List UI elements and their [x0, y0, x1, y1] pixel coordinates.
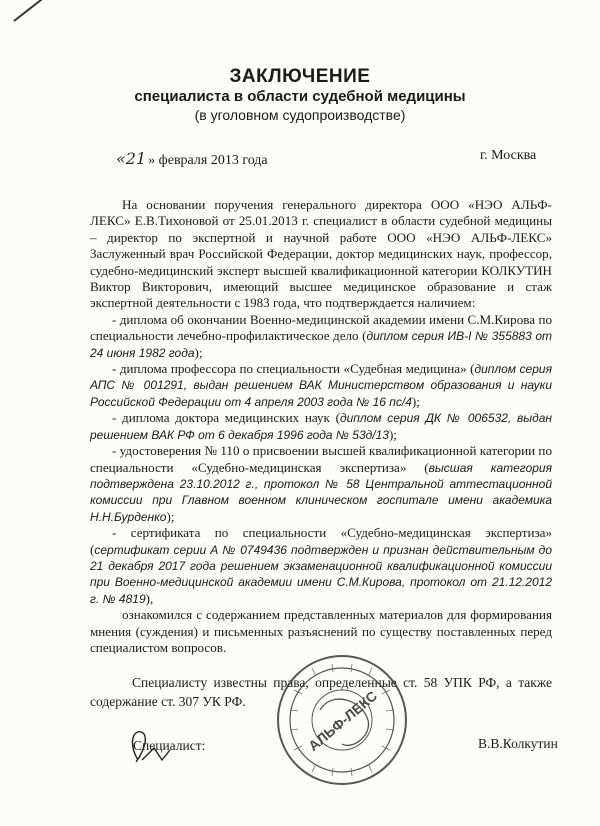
closing-paragraph: ознакомился с содержанием представленных материалов для формирования мнения (суждения) и письменных разъяснений по существу поставленных перед специалистом вопросов.: [90, 607, 552, 655]
credential-tail: ),: [145, 590, 154, 606]
credential-text: - сертификата по специальности «Судебно-медицинская экспертиза» (: [90, 525, 552, 557]
document-subtitle-note: (в уголовном судопроизводстве): [194, 107, 406, 123]
date-rest: » февраля 2013 года: [148, 153, 268, 168]
document-date: [116, 149, 268, 169]
stamp-text: АЛЬФ-ЛЕКС: [305, 687, 381, 755]
intro-paragraph: На основании поручения генерального директора ООО «НЭО АЛЬФ-ЛЕКС» Е.В.Тихоновой от 25.01.2013 г. специалист в области судебной медицины – директор по экспертной и научной работе ООО «НЭО АЛЬФ-ЛЕКС» Заслуженный врач Российской Федерации, доктор медицинских наук, профессор, судебно-медицинский эксперт высшей квалификационной категории КОЛКУТИН Виктор Викторович, имеющий высшее медицинское образование и стаж экспертной деятельности с 1983 года, что подтверждается наличием:: [90, 197, 552, 311]
credential-item: [90, 361, 552, 410]
corner-pen-mark: [13, 0, 46, 22]
credential-details: диплом серия ИВ-I № 355883 от 24 июня 1982 года: [90, 329, 552, 360]
credential-item: [90, 525, 552, 607]
credential-text: - диплома об окончании Военно-медицинской академии имени С.М.Кирова по специальности лечебно-профилактическое дело (: [90, 311, 552, 344]
handwritten-signature-icon: [118, 720, 188, 770]
company-seal-icon: [272, 650, 412, 790]
credential-tail: );: [166, 508, 175, 524]
credential-tail: );: [194, 344, 203, 360]
credential-text: - удостоверения № 110 о присвоении высшей квалификационной категории по специальности «Судебно-медицинская экспертиза» (: [90, 443, 552, 475]
document-subtitle: специалиста в области судебной медицины: [134, 88, 466, 105]
credential-details: диплом серия ДК № 006532, выдан решением ВАК РФ от 6 декабря 1996 года № 53д/13: [90, 411, 552, 442]
document-city: г. Москва: [480, 148, 537, 163]
document-body: [90, 197, 552, 656]
document-title: ЗАКЛЮЧЕНИЕ: [229, 66, 371, 87]
credential-item: [90, 312, 552, 361]
credential-text: - диплома профессора по специальности «Судебная медицина» (: [112, 361, 475, 377]
credential-item: [90, 443, 552, 525]
signature-label: Специалист:: [133, 738, 206, 753]
credential-details: сертификат серии А № 0749436 подтвержден и признан действительным до 21 декабря 2017 года решением экзаменационной квалификационной комиссии при Военно-медицинской академии имени С.М.Кирова, протокол от 21.12.2012 г. № 4819: [90, 542, 552, 606]
handwritten-day: «21: [116, 149, 147, 168]
credential-tail: );: [411, 393, 420, 409]
signature-name: В.В.Колкутин: [478, 736, 558, 751]
credentials-list: [90, 312, 552, 607]
credential-item: [90, 410, 552, 443]
credential-text: - диплома доктора медицинских наук (: [112, 410, 340, 426]
credential-details: высшая категория подтверждена 23.10.2012 г., протокол № 58 Центральной аттестационной комиссии при Главном военном клиническом госпитале имени академика Н.Н.Бурденко: [90, 460, 553, 524]
credential-details: диплом серия АПС № 001291, выдан решением ВАК Министерством образования и науки Российской Федерации от 4 апреля 2003 года № 16 пс/4: [90, 362, 552, 409]
rights-statement: Специалисту известны права, определенные ст. 58 УПК РФ, а также содержание ст. 307 УК РФ.: [90, 675, 552, 709]
credential-tail: );: [388, 426, 397, 442]
